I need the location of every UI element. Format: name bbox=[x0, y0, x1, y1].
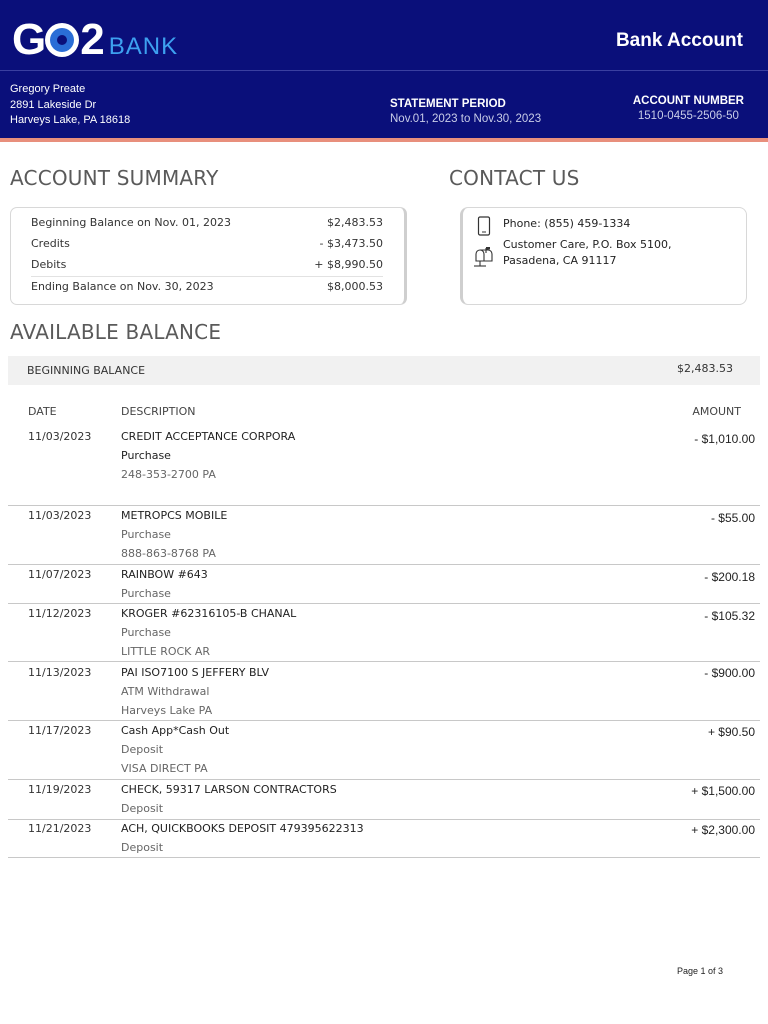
table-row bbox=[8, 822, 760, 858]
row-date: 11/03/2023 bbox=[28, 509, 92, 522]
header-divider bbox=[0, 70, 768, 71]
table-row bbox=[8, 430, 760, 506]
row-amount: + $90.50 bbox=[707, 725, 755, 739]
summary-row bbox=[31, 255, 383, 276]
summary-row bbox=[31, 234, 383, 255]
row-description: CHECK, 59317 LARSON CONTRACTORS bbox=[121, 783, 337, 796]
phone-icon bbox=[477, 216, 491, 236]
beginning-balance-band bbox=[8, 356, 760, 385]
account-number-label: ACCOUNT NUMBER bbox=[632, 95, 744, 107]
contact-phone: Phone: (855) 459-1334 bbox=[503, 217, 631, 230]
row-type: ATM Withdrawal bbox=[121, 685, 210, 698]
row-date: 11/19/2023 bbox=[28, 783, 92, 796]
customer-street: 2891 Lakeside Dr bbox=[10, 98, 97, 111]
account-summary-box bbox=[10, 207, 407, 305]
row-date: 11/03/2023 bbox=[28, 430, 92, 443]
contact-us-heading: CONTACT US bbox=[449, 166, 580, 190]
table-row bbox=[8, 607, 760, 662]
available-balance-heading: AVAILABLE BALANCE bbox=[10, 320, 222, 344]
summary-row bbox=[31, 213, 383, 234]
table-row bbox=[8, 724, 760, 780]
row-type: Deposit bbox=[121, 841, 164, 854]
summary-label: Debits bbox=[31, 258, 67, 271]
logo-number: 2 bbox=[80, 15, 103, 64]
go2bank-logo bbox=[12, 15, 179, 64]
row-type: Purchase bbox=[121, 626, 171, 639]
statement-header bbox=[0, 0, 768, 138]
column-header-date: DATE bbox=[28, 405, 57, 418]
row-type: Purchase bbox=[121, 449, 171, 462]
row-date: 11/17/2023 bbox=[28, 724, 92, 737]
table-row bbox=[8, 666, 760, 721]
row-description: ACH, QUICKBOOKS DEPOSIT 479395622313 bbox=[121, 822, 364, 835]
page-number: Page 1 of 3 bbox=[677, 966, 724, 976]
beginning-balance-value: $2,483.53 bbox=[677, 362, 733, 375]
summary-value: - $3,473.50 bbox=[319, 237, 383, 250]
statement-period-label: STATEMENT PERIOD bbox=[390, 98, 506, 110]
account-summary-heading: ACCOUNT SUMMARY bbox=[10, 166, 219, 190]
summary-value: + $8,990.50 bbox=[314, 258, 383, 271]
contact-address-line1: Customer Care, P.O. Box 5100, bbox=[503, 238, 672, 251]
row-amount: - $55.00 bbox=[710, 511, 755, 525]
row-date: 11/13/2023 bbox=[28, 666, 92, 679]
header-accent-line bbox=[0, 138, 768, 142]
row-detail: Harveys Lake PA bbox=[121, 704, 213, 717]
beginning-balance-label: BEGINNING BALANCE bbox=[27, 364, 146, 377]
row-description: Cash App*Cash Out bbox=[121, 724, 230, 737]
row-amount: - $200.18 bbox=[704, 570, 755, 584]
customer-address bbox=[10, 82, 130, 129]
row-amount: - $1,010.00 bbox=[694, 432, 755, 446]
customer-city: Harveys Lake, PA 18618 bbox=[10, 114, 131, 126]
statement-period bbox=[390, 98, 541, 125]
table-row bbox=[8, 783, 760, 820]
summary-label: Ending Balance on Nov. 30, 2023 bbox=[31, 280, 214, 293]
row-detail: LITTLE ROCK AR bbox=[121, 645, 211, 658]
row-detail: VISA DIRECT PA bbox=[121, 762, 208, 775]
table-row bbox=[8, 509, 760, 565]
row-amount: + $2,300.00 bbox=[691, 823, 755, 837]
row-detail: 888-863-8768 PA bbox=[121, 547, 216, 560]
column-header-amount: AMOUNT bbox=[692, 405, 741, 418]
summary-value: $2,483.53 bbox=[327, 216, 383, 229]
row-amount: - $900.00 bbox=[704, 666, 755, 680]
row-description: RAINBOW #643 bbox=[121, 568, 208, 581]
statement-period-value: Nov.01, 2023 to Nov.30, 2023 bbox=[390, 113, 542, 125]
summary-label: Credits bbox=[31, 237, 70, 250]
row-description: METROPCS MOBILE bbox=[121, 509, 228, 522]
row-amount: + $1,500.00 bbox=[691, 784, 755, 798]
account-number bbox=[633, 95, 744, 122]
logo-wordmark bbox=[12, 15, 103, 64]
row-type: Deposit bbox=[121, 802, 164, 815]
account-number-value: 1510-0455-2506-50 bbox=[637, 110, 739, 122]
row-description: CREDIT ACCEPTANCE CORPORA bbox=[121, 430, 296, 443]
summary-value: $8,000.53 bbox=[327, 280, 383, 293]
row-type: Purchase bbox=[121, 528, 171, 541]
table-row bbox=[8, 568, 760, 604]
row-date: 11/21/2023 bbox=[28, 822, 92, 835]
column-header-description: DESCRIPTION bbox=[121, 405, 196, 418]
row-description: KROGER #62316105-B CHANAL bbox=[121, 607, 297, 620]
row-date: 11/07/2023 bbox=[28, 568, 92, 581]
contact-box bbox=[460, 207, 747, 305]
summary-label: Beginning Balance on Nov. 01, 2023 bbox=[31, 216, 231, 229]
contact-address-line2: Pasadena, CA 91117 bbox=[503, 254, 617, 267]
logo-letter-g: G bbox=[12, 15, 45, 64]
row-amount: - $105.32 bbox=[704, 609, 755, 623]
row-type: Purchase bbox=[121, 587, 171, 600]
mailbox-icon bbox=[473, 245, 495, 267]
customer-name: Gregory Preate bbox=[10, 83, 86, 95]
row-detail: 248-353-2700 PA bbox=[121, 468, 216, 481]
row-date: 11/12/2023 bbox=[28, 607, 92, 620]
row-type: Deposit bbox=[121, 743, 164, 756]
row-description: PAI ISO7100 S JEFFERY BLV bbox=[121, 666, 269, 679]
logo-eye-icon bbox=[45, 23, 79, 57]
summary-row-ending bbox=[31, 276, 383, 297]
page-title: Bank Account bbox=[615, 30, 743, 51]
logo-bank-text: BANK bbox=[108, 33, 179, 60]
